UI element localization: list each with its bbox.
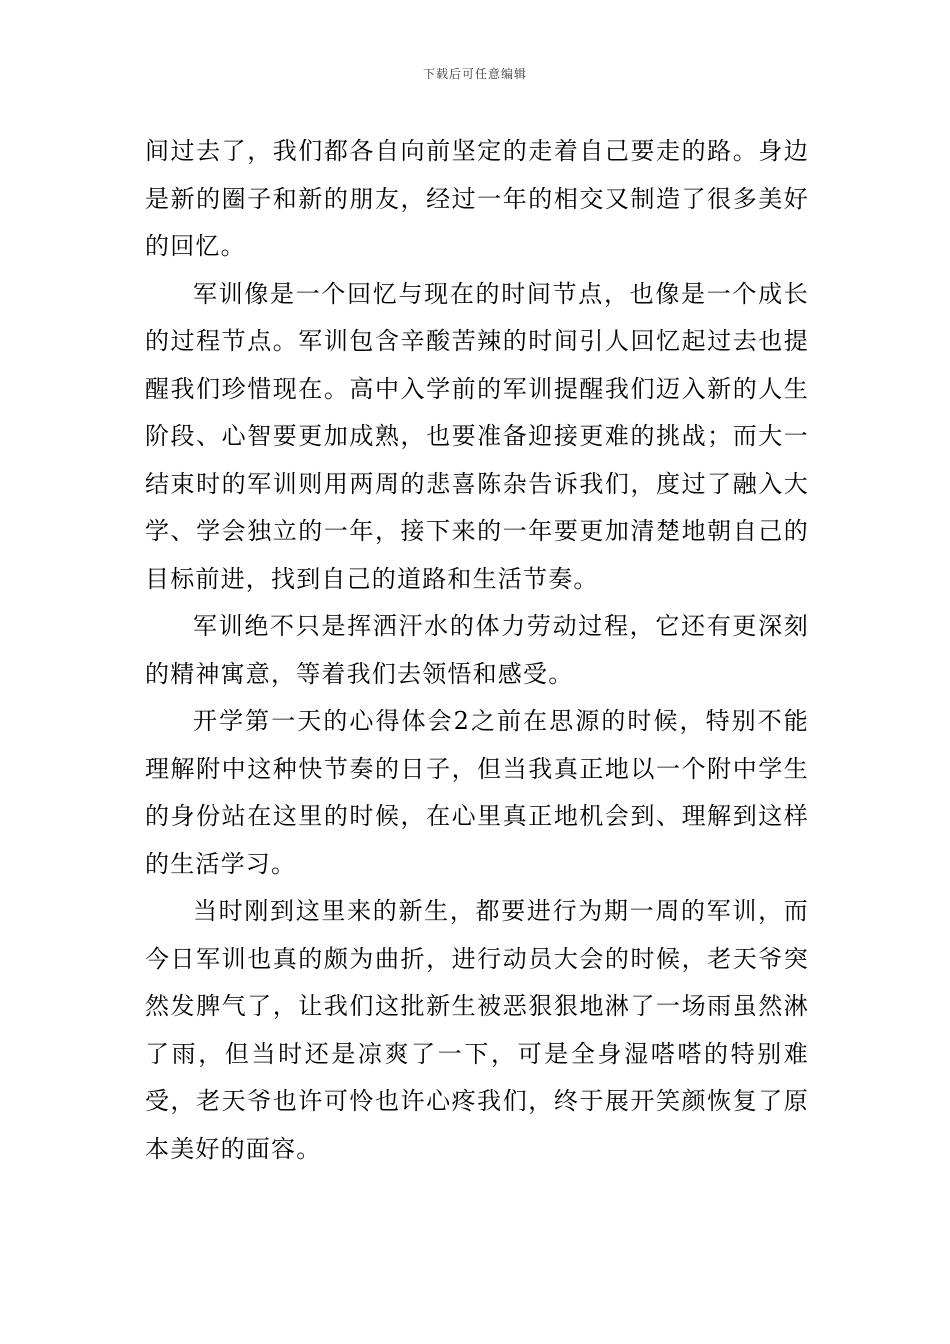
paragraph-1: 间过去了，我们都各自向前坚定的走着自己要走的路。身边是新的圈子和新的朋友，经过一年的相交又制造了很多美好的回忆。 bbox=[145, 137, 809, 260]
paragraph-3: 军训绝不只是挥洒汗水的体力劳动过程，它还有更深刻的精神寓意，等着我们去领悟和感受。 bbox=[145, 612, 809, 688]
page-header-note: 下载后可任意编辑 bbox=[422, 67, 527, 81]
document-body bbox=[145, 128, 809, 1173]
paragraph-4: 开学第一天的心得体会2之前在思源的时候，特别不能理解附中这种快节奏的日子，但当我真正地以一个附中学生的身份站在这里的时候，在心里真正地机会到、理解到这样的生活学习。 bbox=[145, 707, 809, 878]
paragraph-5: 当时刚到这里来的新生，都要进行为期一周的军训，而今日军训也真的颇为曲折，进行动员大会的时候，老天爷突然发脾气了，让我们这批新生被恶狠狠地淋了一场雨虽然淋了雨，但当时还是凉爽了一下，可是全身湿嗒嗒的特别难受，老天爷也许可怜也许心疼我们，终于展开笑颜恢复了原本美好的面容。 bbox=[145, 897, 809, 1163]
paragraph-2: 军训像是一个回忆与现在的时间节点，也像是一个成长的过程节点。军训包含辛酸苦辣的时间引人回忆起过去也提醒我们珍惜现在。高中入学前的军训提醒我们迈入新的人生阶段、心智要更加成熟，也要准备迎接更难的挑战；而大一结束时的军训则用两周的悲喜陈杂告诉我们，度过了融入大学、学会独立的一年，接下来的一年要更加清楚地朝自己的目标前进，找到自己的道路和生活节奏。 bbox=[145, 279, 809, 593]
